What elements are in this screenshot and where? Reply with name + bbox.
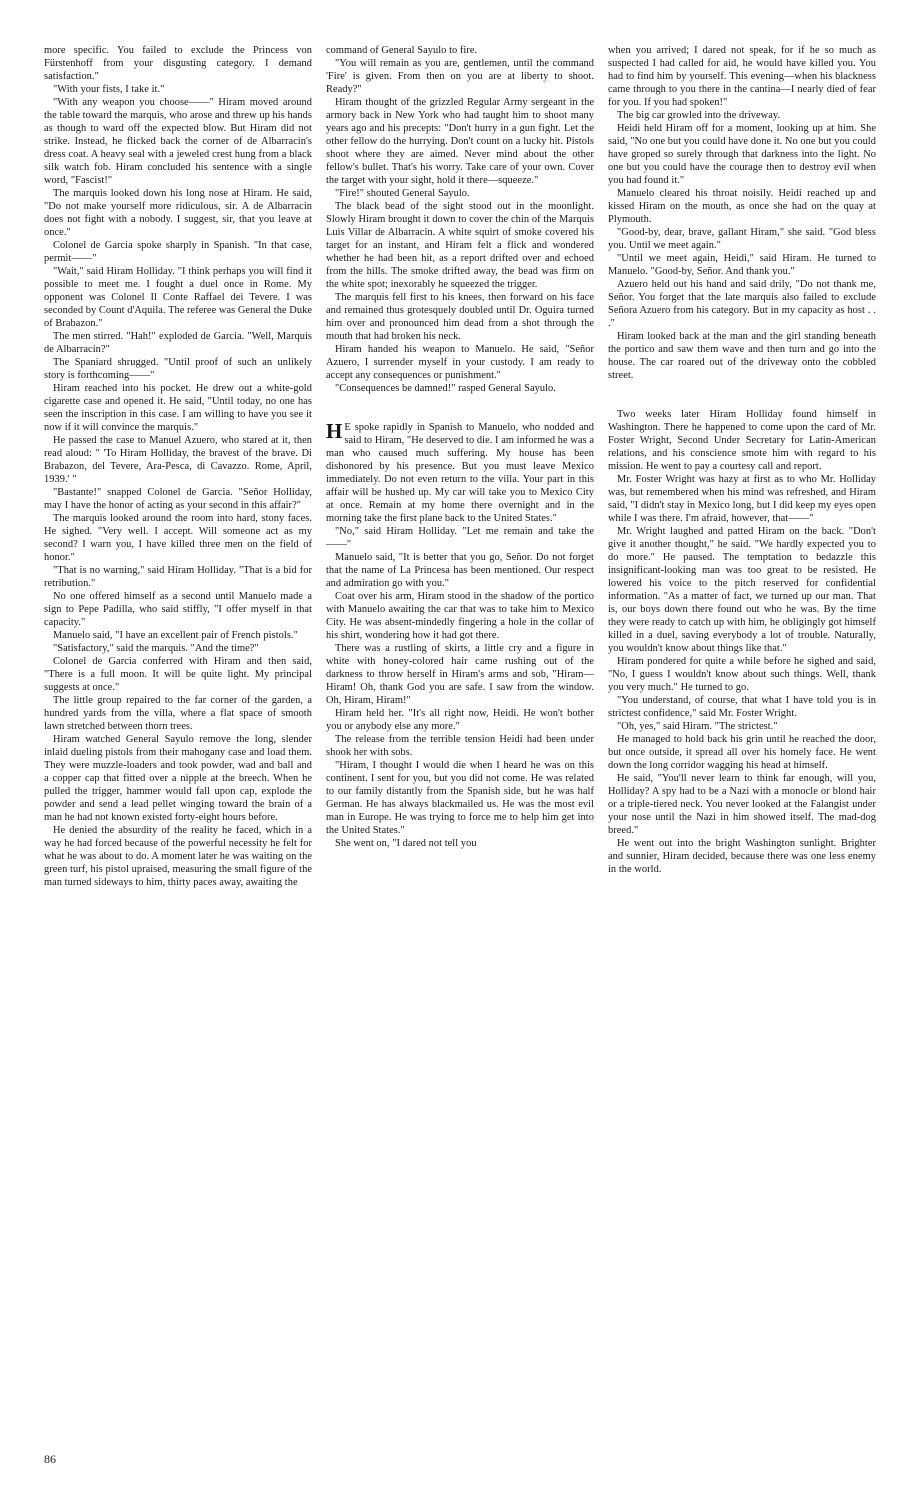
paragraph: Manuelo said, "I have an excellent pair of French pistols." <box>53 630 298 641</box>
paragraph: Hiram reached into his pocket. He drew out a white-gold cigarette case and opened it. He said, "Until today, no one has seen the inscription in this case. I am willing to have you see it now if it will convince the marquis." <box>44 383 312 433</box>
paragraph: She went on, "I dared not tell you <box>335 838 477 849</box>
paragraph-text: E spoke rapidly in Spanish to Manuelo, who nodded and said to Hiram, "He deserved to die. I am informed he was a man who caused much suffering. My house has been dishonored by his presence. But you must leave Mexico immediately. Do not even return to the villa. Your part in this affair will be hushed up. My car will take you to Mexico City at once. Remain at my home there overnight and in the morning take the first plane back to the United States." <box>326 422 594 524</box>
section-break <box>608 382 876 408</box>
paragraph: "You will remain as you are, gentlemen, until the command 'Fire' is given. From then on you are at liberty to shoot. Ready?" <box>326 58 594 95</box>
paragraph: Heidi held Hiram off for a moment, looking up at him. She said, "No one but you could have done it. No one but you could have groped so surely through that darkness into the light. No one but you could have the courage then to destroy evil when you had found it." <box>608 123 876 186</box>
text-column-2 <box>326 44 594 1444</box>
paragraph: "Fire!" shouted General Sayulo. <box>335 188 470 199</box>
paragraph: The big car growled into the driveway. <box>617 110 781 121</box>
paragraph: Coat over his arm, Hiram stood in the shadow of the portico with Manuelo awaiting the car that was to take him to Mexico City. He was absent-mindedly fingering a hole in the collar of his shirt, wondering how it had got there. <box>326 591 594 641</box>
paragraph: The marquis looked down his long nose at Hiram. He said, "Do not make yourself more ridiculous, sir. A de Albarracin does not fight with a nobody. I suggest, sir, that you leave at once." <box>44 188 312 238</box>
paragraph: Manuelo cleared his throat noisily. Heidi reached up and kissed Hiram on the mouth, as once she had on the quay at Plymouth. <box>608 188 876 225</box>
paragraph: The marquis fell first to his knees, then forward on his face and remained thus grotesquely doubled until Dr. Oguira turned him over and pronounced him dead from a shot through the mouth that had broken his neck. <box>326 292 594 342</box>
paragraph: The Spaniard shrugged. "Until proof of such an unlikely story is forthcoming——" <box>44 357 312 381</box>
paragraph: Hiram looked back at the man and the girl standing beneath the portico and saw them wave and then turn and go into the house. The car roared out of the driveway onto the cobbled street. <box>608 331 876 381</box>
paragraph: "Until we meet again, Heidi," said Hiram. He turned to Manuelo. "Good-by, Señor. And thank you." <box>608 253 876 277</box>
paragraph: The men stirred. "Hah!" exploded de Garcia. "Well, Marquis de Albarracin?" <box>44 331 312 355</box>
dropcap-letter: H <box>326 419 343 443</box>
paragraph: more specific. You failed to exclude the Princess von Fürstenhoff from your disgusting category. I demand satisfaction." <box>44 45 312 82</box>
paragraph: Two weeks later Hiram Holliday found himself in Washington. There he happened to come upon the card of Mr. Foster Wright, Second Under Secretary for Latin-American relations, and his conscience smote him with regard to his mission. He went to pay a courtesy call and report. <box>608 409 876 472</box>
paragraph: Hiram held her. "It's all right now, Heidi. He won't bother you or anybody else any more." <box>326 708 594 732</box>
paragraph: "No," said Hiram Holliday. "Let me remain and take the——" <box>326 526 594 550</box>
paragraph: The marquis looked around the room into hard, stony faces. He sighed. "Very well. I accept. Will someone act as my second? I warn you, I have killed three men on the field of honor." <box>44 513 312 563</box>
magazine-page <box>44 44 876 1444</box>
paragraph: Azuero held out his hand and said drily, "Do not thank me, Señor. You forget that the late marquis also failed to exclude Señora Azuero from his category. But in my capacity as host . . ." <box>608 279 876 329</box>
paragraph: He said, "You'll never learn to think far enough, will you, Holliday? A spy had to be a Nazi with a monocle or blond hair or a triple-tiered neck. You never looked at the Falangist under your nose until the Nazi in him showed itself. The mad-dog breed." <box>608 773 876 836</box>
paragraph: "You understand, of course, that what I have told you is in strictest confidence," said Mr. Foster Wright. <box>608 695 876 719</box>
paragraph: Mr. Foster Wright was hazy at first as to who Mr. Holliday was, but remembered when his mind was refreshed, and Hiram said, "I didn't stay in Mexico long, but I did keep my eyes open while I was there. I'm afraid, however, that——" <box>608 474 876 524</box>
paragraph: Mr. Wright laughed and patted Hiram on the back. "Don't give it another thought," he said. "We hardly expected you to do more." He paused. The temptation to bedazzle this insignificant-looking man was too great to be resisted. He lowered his voice to the pitch reserved for confidential information. "As a matter of fact, we turned up our man. That is, our boys down there found out who he was. By the time they were ready to catch up with him, he obligingly got himself killed in a duel, saving everybody a lot of trouble. Naturally, you wouldn't know about things like that." <box>608 526 876 654</box>
paragraph: "With any weapon you choose——" Hiram moved around the table toward the marquis, who arose and threw up his hands as though to ward off the expected blow. But Hiram did not strike. Instead, he flicked back the corner of de Albarracin's dress coat. A heavy seal with a jeweled crest hung from a black silk watch fob. Hiram concluded his sentence with a single word, "Fascist!" <box>44 97 312 186</box>
paragraph: He denied the absurdity of the reality he faced, which in a way he had forced because of the powerful necessity he felt for what he was about to do. A moment later he was waiting on the green turf, his pistol upraised, measuring the small figure of the man turned sideways to him, thirty paces away, awaiting the <box>44 825 312 888</box>
paragraph: Hiram handed his weapon to Manuelo. He said, "Señor Azuero, I surrender myself in your custody. I am ready to accept any consequences or punishment." <box>326 344 594 381</box>
paragraph: "That is no warning," said Hiram Holliday. "That is a bid for retribution." <box>44 565 312 589</box>
paragraph: "Oh, yes," said Hiram. "The strictest." <box>617 721 778 732</box>
paragraph: when you arrived; I dared not speak, for if he so much as suspected I had called for aid, he would have killed you. You had to find him by yourself. This evening—when his blackness came through to you there in the cantina—I nearly died of fear for you. If you had spoken!" <box>608 45 876 108</box>
paragraph: Colonel de Garcia conferred with Hiram and then said, "There is a full moon. It will be quite light. My principal suggests at once." <box>44 656 312 693</box>
paragraph: The black bead of the sight stood out in the moonlight. Slowly Hiram brought it down to cover the chin of the Marquis Luis Villar de Albarracin. A white squirt of smoke covered his target for an instant, and Hiram felt a flick and wondered whether he had been hit, as a report drifted over and echoed from the hills. The smoke drifted away, the bead was firm on the white spot; inexorably he squeezed the trigger. <box>326 201 594 290</box>
page-number: 86 <box>44 1452 56 1466</box>
paragraph: Manuelo said, "It is better that you go, Señor. Do not forget that the name of La Princesa has been mentioned. Our respect and admiration go with you." <box>326 552 594 589</box>
paragraph: The little group repaired to the far corner of the garden, a hundred yards from the villa, where a flat space of smooth lawn stretched between thorn trees. <box>44 695 312 732</box>
section-break <box>326 395 594 421</box>
text-column-3 <box>608 44 876 1444</box>
paragraph: "Hiram, I thought I would die when I heard he was on this continent. I sent for you, but you did not come. He was related to our family distantly from the Spanish side, but he was half German. He has always blackmailed us. He was the most evil man in Europe. He was trying to force me to help him get into the United States." <box>326 760 594 836</box>
paragraph: Hiram pondered for quite a while before he sighed and said, "No, I guess I wouldn't know about such things. Well, thank you very much." He turned to go. <box>608 656 876 693</box>
paragraph: He went out into the bright Washington sunlight. Brighter and sunnier, Hiram decided, because there was one less enemy in the world. <box>608 838 876 875</box>
paragraph: Hiram watched General Sayulo remove the long, slender inlaid dueling pistols from their mahogany case and load them. They were muzzle-loaders and took powder, wad and ball and a copper cap that fitted over a nipple at the breech. When he pulled the trigger, hammer would fall upon cap, explode the powder and send a lead pellet winging toward the brain of a man he had not known existed forty-eight hours before. <box>44 734 312 823</box>
paragraph: "Consequences be damned!" rasped General Sayulo. <box>335 383 556 394</box>
paragraph: "Good-by, dear, brave, gallant Hiram," she said. "God bless you. Until we meet again." <box>608 227 876 251</box>
paragraph: "With your fists, I take it." <box>53 84 165 95</box>
paragraph: There was a rustling of skirts, a little cry and a figure in white with honey-colored hair came rushing out of the darkness to throw herself in Hiram's arms and sob, "Hiram—Hiram! Oh, thank God you are safe. I saw from the window. Oh, Hiram, Hiram!" <box>326 643 594 706</box>
paragraph: The release from the terrible tension Heidi had been under shook her with sobs. <box>326 734 594 758</box>
paragraph: "Wait," said Hiram Holliday. "I think perhaps you will find it possible to meet me. I fought a duel once in Rome. My opponent was Colonel Il Conte Raffael dei Tevere. I was seconded by Count d'Aquila. The referee was General the Duke of Brabazon." <box>44 266 312 329</box>
paragraph: He passed the case to Manuel Azuero, who stared at it, then read aloud: " 'To Hiram Holliday, the bravest of the brave. Di Brabazon, del Tevere, Ara-Pesca, di Cavazzo. Rome, April, 1939.' " <box>44 435 312 485</box>
paragraph: He managed to hold back his grin until he reached the door, but once outside, it spread all over his homely face. He went down the long corridor wagging his head at himself. <box>608 734 876 771</box>
paragraph: "Satisfactory," said the marquis. "And the time?" <box>53 643 259 654</box>
text-column-1 <box>44 44 312 1444</box>
paragraph: No one offered himself as a second until Manuelo made a sign to Pepe Padilla, who said stiffly, "I offer myself in that capacity." <box>44 591 312 628</box>
paragraph-dropcap <box>326 421 594 525</box>
paragraph: command of General Sayulo to fire. <box>326 45 478 56</box>
paragraph: Colonel de Garcia spoke sharply in Spanish. "In that case, permit——" <box>44 240 312 264</box>
paragraph: Hiram thought of the grizzled Regular Army sergeant in the armory back in New York who had taught him to shoot many years ago and his precepts: "Don't hurry in a gun fight. Let the other fellow do the hurrying. Don't count on a lucky hit. Pistols shoot where they are aimed. Never mind about the other fellow's bullet. That's his worry. Take care of your own. Cover the target with your sight, hold it there—squeeze." <box>326 97 594 186</box>
paragraph: "Bastante!" snapped Colonel de Garcia. "Señor Holliday, may I have the honor of acting as your second in this affair?" <box>44 487 312 511</box>
